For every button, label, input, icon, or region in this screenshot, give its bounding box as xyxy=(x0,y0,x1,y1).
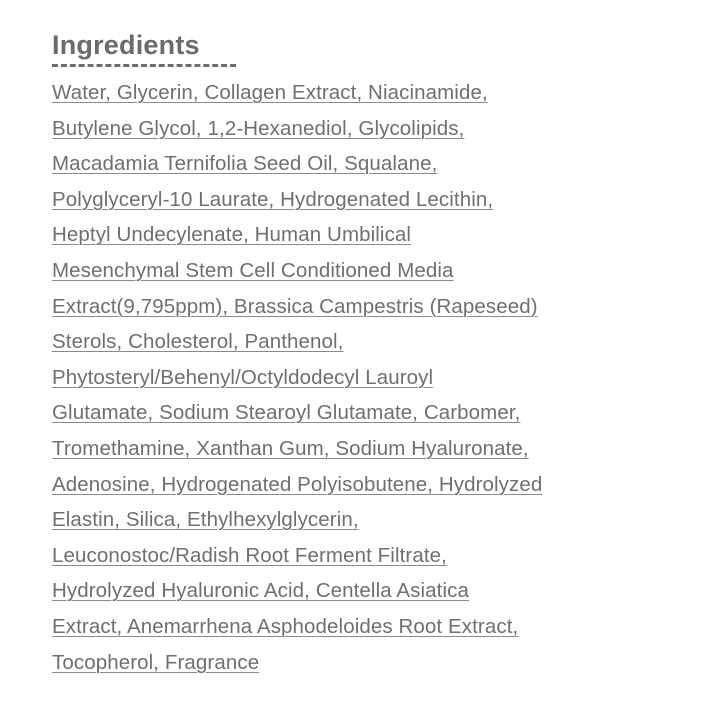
ingredients-line: Leuconostoc/Radish Root Ferment Filtrate, xyxy=(52,543,447,567)
ingredients-line: Mesenchymal Stem Cell Conditioned Media xyxy=(52,258,454,282)
ingredients-line: Heptyl Undecylenate, Human Umbilical xyxy=(52,223,412,247)
ingredients-line: Macadamia Ternifolia Seed Oil, Squalane, xyxy=(52,152,438,176)
ingredients-line: Sterols, Cholesterol, Panthenol, xyxy=(52,330,344,354)
ingredients-line: Extract(9,795ppm), Brassica Campestris (Rapeseed) xyxy=(52,294,538,318)
ingredients-line: Polyglyceryl-10 Laurate, Hydrogenated Lecithin, xyxy=(52,187,494,211)
ingredients-line: Tocopherol, Fragrance xyxy=(52,650,260,674)
ingredients-list xyxy=(52,75,664,680)
ingredients-line: Hydrolyzed Hyaluronic Acid, Centella Asiatica xyxy=(52,579,469,603)
ingredients-line: Phytosteryl/Behenyl/Octyldodecyl Lauroyl xyxy=(52,365,434,389)
ingredients-line: Butylene Glycol, 1,2-Hexanediol, Glycolipids, xyxy=(52,116,465,140)
ingredients-line: Extract, Anemarrhena Asphodeloides Root Extract, xyxy=(52,614,519,638)
title-divider xyxy=(52,64,236,67)
ingredients-line: Elastin, Silica, Ethylhexylglycerin, xyxy=(52,508,359,532)
page-title: Ingredients xyxy=(52,30,200,60)
ingredients-line: Water, Glycerin, Collagen Extract, Niacinamide, xyxy=(52,81,488,104)
ingredients-line: Glutamate, Sodium Stearoyl Glutamate, Carbomer, xyxy=(52,401,521,425)
ingredients-line: Tromethamine, Xanthan Gum, Sodium Hyaluronate, xyxy=(52,436,529,460)
ingredients-line: Adenosine, Hydrogenated Polyisobutene, Hydrolyzed xyxy=(52,472,543,496)
